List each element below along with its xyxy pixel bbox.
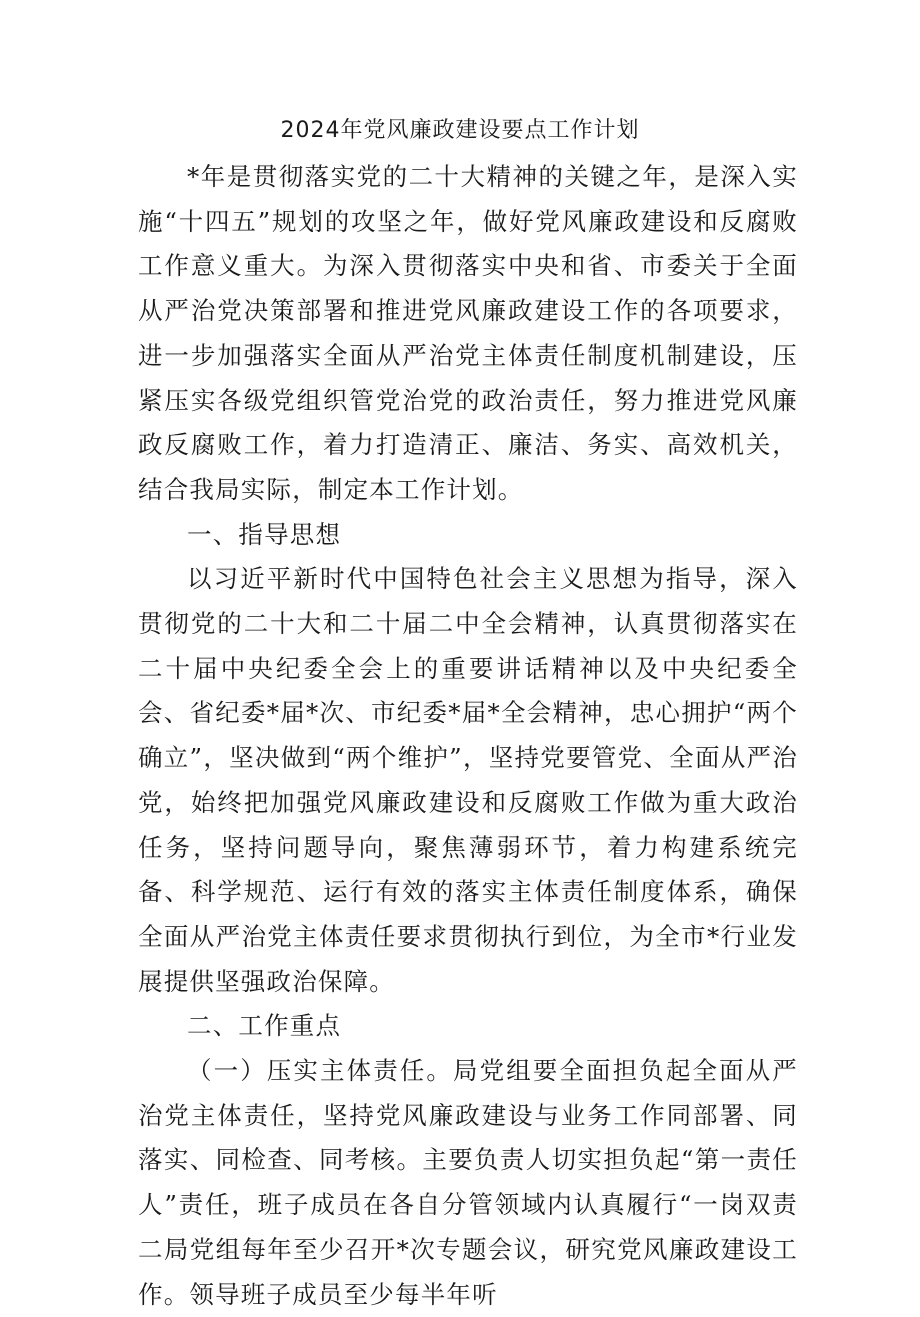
section-heading-guiding-ideology: 一、指导思想	[187, 519, 342, 549]
document-title: 2024年党风廉政建设要点工作计划	[280, 118, 640, 143]
work-priority-item-1: （一）压实主体责任。局党组要全面担负起全面从严治党主体责任，坚持党风廉政建设与业务工作同部署、同落实、同检查、同考核。主要负责人切实担负起“第一责任人”责任，班子成员在各自分管领域内认真履行“一岗双责二局党组每年至少召开*次专题会议，研究党风廉政建设工作。领导班子成员至少每半年听	[138, 1056, 798, 1309]
section-heading-work-priorities: 二、工作重点	[187, 1011, 342, 1041]
intro-paragraph: *年是贯彻落实党的二十大精神的关键之年，是深入实施“十四五”规划的攻坚之年，做好党风廉政建设和反腐败工作意义重大。为深入贯彻落实中央和省、市委关于全面从严治党决策部署和推进党风廉政建设工作的各项要求，进一步加强落实全面从严治党主体责任制度机制建设，压紧压实各级党组织管党治党的政治责任，努力推进党风廉政反腐败工作，着力打造清正、廉洁、务实、高效机关，结合我局实际，制定本工作计划。	[138, 162, 798, 504]
document-body	[138, 155, 798, 1317]
guiding-ideology-paragraph: 以习近平新时代中国特色社会主义思想为指导，深入贯彻党的二十大和二十届二中全会精神，认真贯彻落实在二十届中央纪委全会上的重要讲话精神以及中央纪委全会、省纪委*届*次、市纪委*届*全会精神，忠心拥护“两个确立”，坚决做到“两个维护”，坚持党要管党、全面从严治党，始终把加强党风廉政建设和反腐败工作做为重大政治任务，坚持问题导向，聚焦薄弱环节，着力构建系统完备、科学规范、运行有效的落实主体责任制度体系，确保全面从严治党主体责任要求贯彻执行到位，为全市*行业发展提供坚强政治保障。	[138, 564, 798, 996]
